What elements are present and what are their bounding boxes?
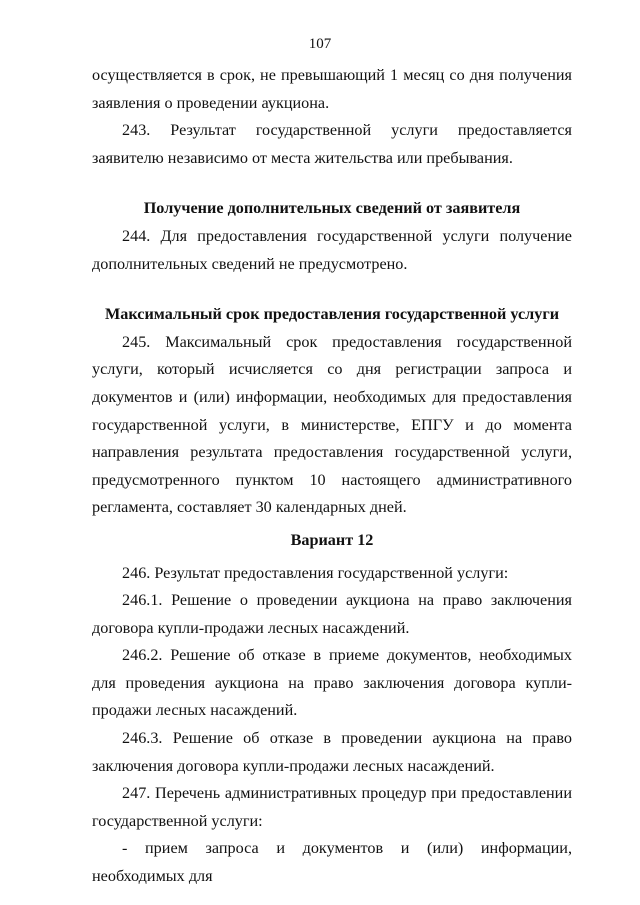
paragraph-246: 246. Результат предоставления государственной услуги: <box>122 563 509 582</box>
paragraph-246-1: 246.1. Решение о проведении аукциона на право заключения договора купли-продажи лесных насаждений. <box>92 591 572 637</box>
paragraph-continuation: осуществляется в срок, не превышающий 1 месяц со дня получения заявления о проведении аукциона. <box>92 66 572 112</box>
section-heading-variant-12: Вариант 12 <box>290 530 374 549</box>
document-body <box>92 62 572 891</box>
list-item-request-intake: - прием запроса и документов и (или) информации, необходимых для <box>92 839 572 886</box>
paragraph-246-3: 246.3. Решение об отказе в проведении аукциона на право заключения договора купли-продажи лесных насаждений. <box>92 729 572 775</box>
paragraph-245: 245. Максимальный срок предоставления государственной услуги, который исчисляется со дня регистрации запроса и документов и (или) информации, необходимых для предоставления государственной услуги, в министерстве, ЕПГУ и до момента направления результата предоставления государственной услуги, предусмотренного пунктом 10 настоящего административного регламента, составляет 30 календарных дней. <box>92 332 572 517</box>
paragraph-247: 247. Перечень административных процедур при предоставлении государственной услуги: <box>92 784 572 830</box>
section-heading-additional-info: Получение дополнительных сведений от заявителя <box>143 199 521 218</box>
paragraph-244: 244. Для предоставления государственной услуги получение дополнительных сведений не предусмотрено. <box>92 226 572 273</box>
paragraph-243: 243. Результат государственной услуги предоставляется заявителю независимо от места жительства или пребывания. <box>92 121 572 167</box>
paragraph-246-2: 246.2. Решение об отказе в приеме документов, необходимых для проведения аукциона на право заключения договора купли-продажи лесных насаждений. <box>92 646 572 720</box>
page-number: 107 <box>308 36 332 52</box>
section-heading-max-term: Максимальный срок предоставления государственной услуги <box>104 305 560 324</box>
